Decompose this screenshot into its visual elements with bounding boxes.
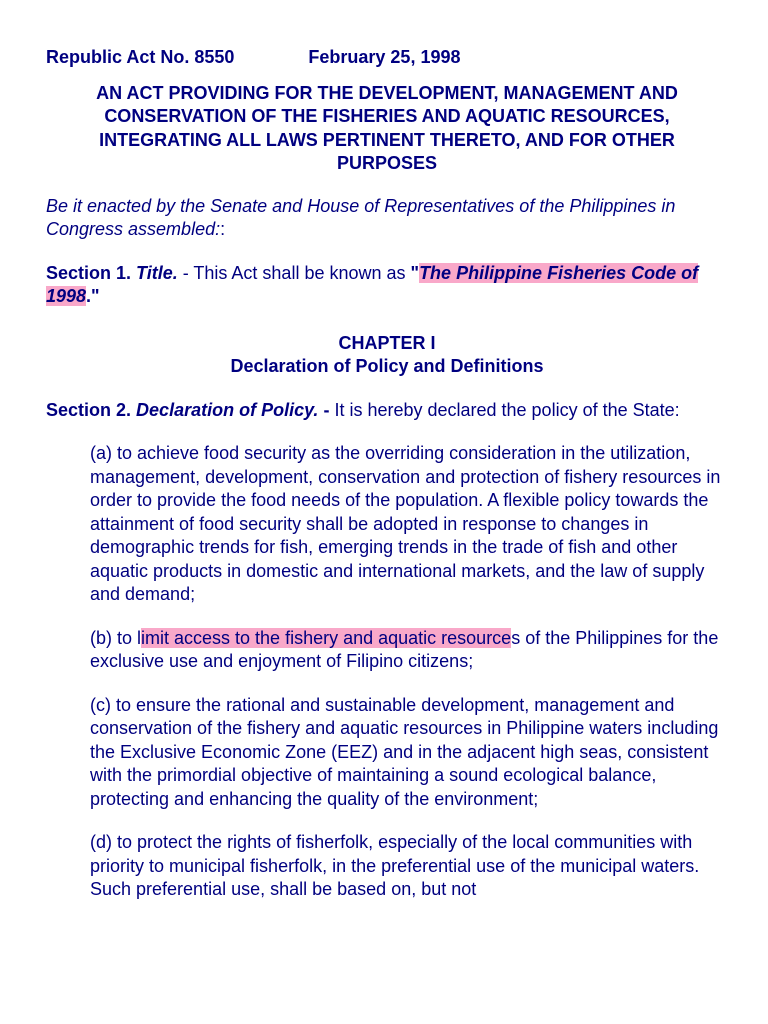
section-2-number: Section 2. (46, 399, 132, 420)
section-1-heading: Title. (136, 262, 178, 283)
policy-item-b-post: s of the Philippines for the exclusive use and enjoyment of Filipino citizens; (90, 627, 719, 671)
enacting-clause-tail: : (220, 219, 226, 239)
section-2-heading: Declaration of Policy. (136, 399, 319, 420)
section-1-quote-open: " (410, 262, 420, 283)
section-2 (46, 399, 728, 423)
policy-item-d: (d) to protect the rights of fisherfolk, especially of the local communities with priority to municipal fisherfolk, in the preferential use of the municipal waters. Such preferential use, shall be based on, but not (90, 832, 700, 899)
policy-item-a: (a) to achieve food security as the overriding consideration in the utilization, management, development, conservation and protection of fishery resources in order to provide the food needs of the population. A flexible policy towards the attainment of food security shall be adopted in response to changes in demographic trends for fish, emerging trends in the trade of fish and other aquatic products in domestic and international markets, and the law of supply and demand; (90, 443, 721, 604)
policy-item-b (90, 627, 728, 674)
chapter-name: Declaration of Policy and Definitions (230, 356, 544, 376)
act-header (46, 46, 728, 70)
chapter-heading (46, 332, 728, 379)
act-number: Republic Act No. 8550 (46, 47, 235, 67)
policy-item-b-pre: (b) to l (90, 627, 142, 648)
section-1 (46, 262, 728, 309)
section-2-dash: - (318, 399, 335, 420)
section-1-highlighted-name: The Philippine Fisheries Code of 1998 (46, 262, 699, 306)
policy-item-b-highlight: imit access to the fishery and aquatic resource (141, 627, 512, 648)
act-date: February 25, 1998 (308, 47, 461, 67)
section-2-text: It is hereby declared the policy of the State: (334, 399, 680, 420)
section-1-number: Section 1. (46, 262, 132, 283)
enacting-clause (46, 195, 728, 242)
act-title: AN ACT PROVIDING FOR THE DEVELOPMENT, MANAGEMENT AND CONSERVATION OF THE FISHERIES AND AQUATIC RESOURCES, INTEGRATING ALL LAWS PERTINENT THERETO, AND FOR OTHER PURPOSES (96, 82, 678, 173)
policy-item-c: (c) to ensure the rational and sustainable development, management and conservation of the fishery and aquatic resources in Philippine waters including the Exclusive Economic Zone (EEZ) and in the adjacent high seas, consistent with the primordial objective of maintaining a sound ecological balance, protecting and enhancing the quality of the environment; (90, 694, 719, 809)
enacting-clause-text: Be it enacted by the Senate and House of Representatives of the Philippines in Congress assembled: (46, 195, 676, 239)
section-1-text: - This Act shall be known as (177, 262, 411, 283)
chapter-number: CHAPTER I (338, 332, 436, 353)
section-1-quote-close: ." (86, 286, 100, 306)
